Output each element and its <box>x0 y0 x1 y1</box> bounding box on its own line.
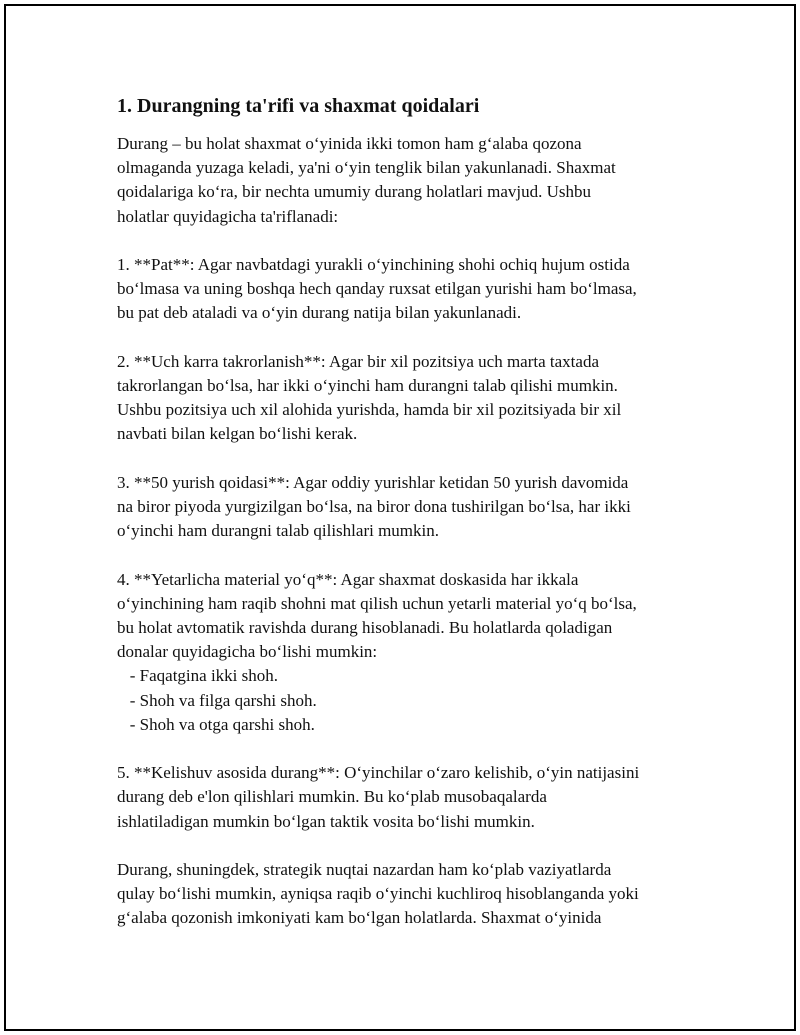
text-line: holatlar quyidagicha ta'riflanadi: <box>117 206 339 226</box>
paragraph <box>117 132 697 229</box>
text-line: o‘yinchi ham durangni talab qilishlari mumkin. <box>117 521 439 541</box>
list-item: - Shoh va filga qarshi shoh. <box>117 690 317 710</box>
text-line: Durang – bu holat shaxmat o‘yinida ikki tomon ham g‘alaba qozona <box>117 134 582 153</box>
list-item: - Faqatgina ikki shoh. <box>117 666 279 686</box>
section-heading: 1. Durangning ta'rifi va shaxmat qoidalari <box>117 95 480 117</box>
paragraph <box>117 471 697 544</box>
text-line: 4. **Yetarlicha material yo‘q**: Agar shaxmat doskasida har ikkala <box>117 569 579 589</box>
text-line: olmaganda yuzaga keladi, ya'ni o‘yin tenglik bilan yakunlanadi. Shaxmat <box>117 158 616 178</box>
text-line: o‘yinchining ham raqib shohni mat qilish uchun yetarli material yo‘q bo‘lsa, <box>117 593 637 613</box>
text-line: 2. **Uch karra takrorlanish**: Agar bir xil pozitsiya uch marta taxtada <box>117 351 599 371</box>
text-line: durang deb e'lon qilishlari mumkin. Bu ko‘plab musobaqalarda <box>117 787 547 807</box>
text-line: na biror piyoda yurgizilgan bo‘lsa, na biror dona tushirilgan bo‘lsa, har ikki <box>117 497 631 516</box>
list-item: - Shoh va otga qarshi shoh. <box>117 714 315 734</box>
document-body <box>117 92 697 955</box>
text-line: Ushbu pozitsiya uch xil alohida yurishda, hamda bir xil pozitsiyada bir xil <box>117 400 622 420</box>
text-line: qulay bo‘lishi mumkin, ayniqsa raqib o‘yinchi kuchliroq hisoblanganda yoki <box>117 884 639 904</box>
text-line: 3. **50 yurish qoidasi**: Agar oddiy yurishlar ketidan 50 yurish davomida <box>117 472 629 492</box>
text-line: donalar quyidagicha bo‘lishi mumkin: <box>117 642 378 662</box>
paragraph <box>117 858 697 931</box>
text-line: g‘alaba qozonish imkoniyati kam bo‘lgan holatlarda. Shaxmat o‘yinida <box>117 908 602 928</box>
text-line: bu holat avtomatik ravishda durang hisoblanadi. Bu holatlarda qoladigan <box>117 618 613 637</box>
text-line: ishlatiladigan mumkin bo‘lgan taktik vosita bo‘lishi mumkin. <box>117 811 535 831</box>
paragraph <box>117 253 697 326</box>
text-line: 5. **Kelishuv asosida durang**: O‘yinchilar o‘zaro kelishib, o‘yin natijasini <box>117 763 640 783</box>
text-line: takrorlangan bo‘lsa, har ikki o‘yinchi ham durangni talab qilishi mumkin. <box>117 376 618 395</box>
paragraph <box>117 761 697 834</box>
paragraph-list <box>117 132 697 931</box>
text-line: 1. **Pat**: Agar navbatdagi yurakli o‘yinchining shohi ochiq hujum ostida <box>117 255 630 274</box>
text-line: Durang, shuningdek, strategik nuqtai nazardan ham ko‘plab vaziyatlarda <box>117 860 612 879</box>
paragraph <box>117 568 697 737</box>
text-line: qoidalariga ko‘ra, bir nechta umumiy durang holatlari mavjud. Ushbu <box>117 182 591 202</box>
text-line: bu pat deb ataladi va o‘yin durang natija bilan yakunlanadi. <box>117 303 522 323</box>
text-line: navbati bilan kelgan bo‘lishi kerak. <box>117 424 358 444</box>
paragraph <box>117 350 697 447</box>
text-line: bo‘lmasa va uning boshqa hech qanday ruxsat etilgan yurishi ham bo‘lmasa, <box>117 279 637 299</box>
